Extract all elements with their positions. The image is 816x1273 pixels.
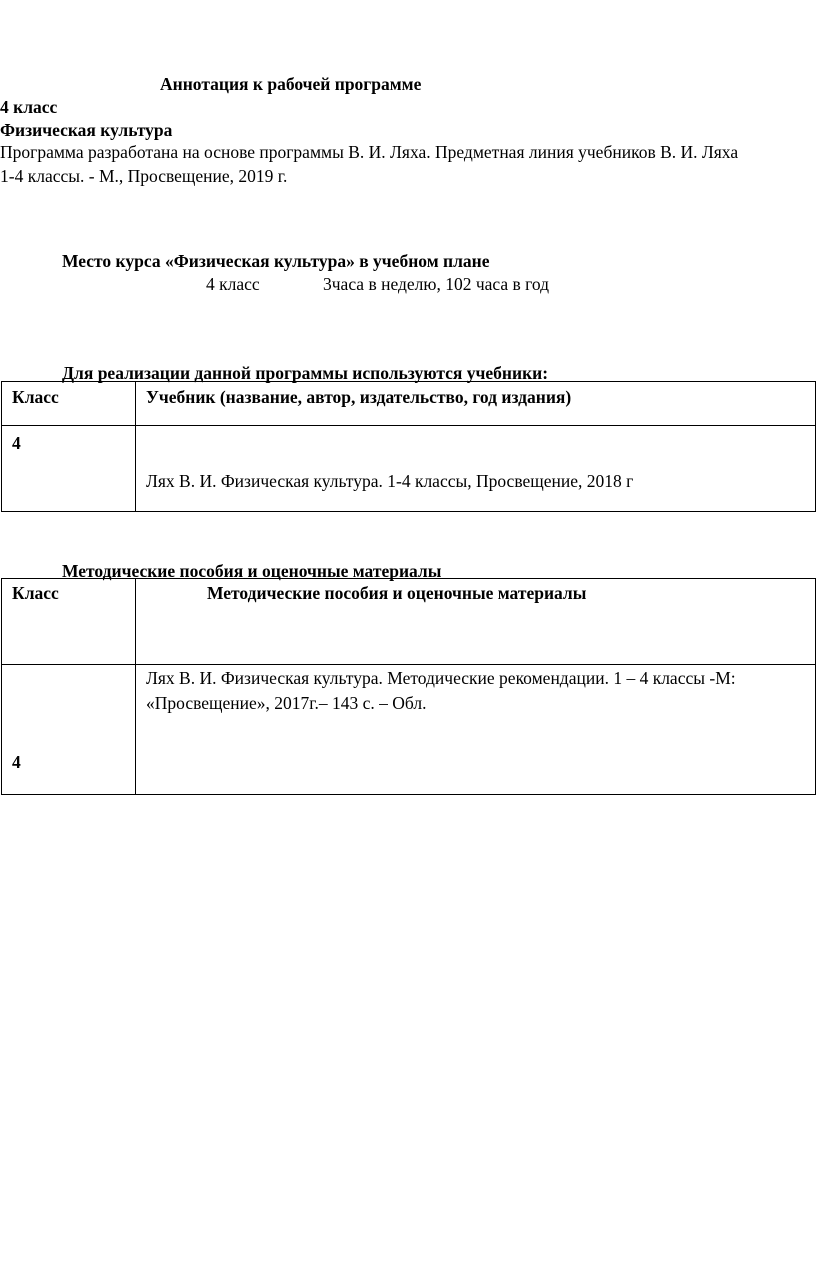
subject-label: Физическая культура bbox=[0, 120, 173, 140]
textbooks-row-book: Лях В. И. Физическая культура. 1-4 классы, Просвещение, 2018 г bbox=[146, 471, 634, 491]
textbooks-header-cell bbox=[2, 382, 136, 426]
materials-table bbox=[1, 578, 816, 795]
materials-header-row bbox=[2, 579, 816, 665]
textbooks-column-book: Учебник (название, автор, издательство, год издания) bbox=[146, 387, 572, 407]
course-place-grade: 4 класс bbox=[206, 274, 260, 294]
textbooks-book-cell bbox=[136, 426, 816, 512]
materials-column-materials: Методические пособия и оценочные материалы bbox=[207, 583, 587, 603]
document-title: Аннотация к рабочей программе bbox=[160, 74, 422, 94]
textbooks-grade-cell bbox=[2, 426, 136, 512]
materials-heading: Методические пособия и оценочные материалы bbox=[62, 561, 442, 581]
materials-header-cell bbox=[2, 579, 136, 665]
materials-grade-cell bbox=[2, 665, 136, 795]
textbooks-header-row bbox=[2, 382, 816, 426]
course-place-heading: Место курса «Физическая культура» в учебном плане bbox=[62, 251, 490, 271]
textbooks-heading: Для реализации данной программы используются учебники: bbox=[62, 363, 549, 383]
textbooks-row-grade: 4 bbox=[12, 433, 21, 453]
program-description-line-1: Программа разработана на основе программы В. И. Ляха. Предметная линия учебников В. И. Ляха bbox=[0, 142, 739, 162]
materials-row-line-1: Лях В. И. Физическая культура. Методические рекомендации. 1 – 4 классы -М: bbox=[146, 668, 736, 688]
course-place-hours: 3часа в неделю, 102 часа в год bbox=[323, 274, 550, 294]
program-description bbox=[0, 140, 816, 188]
program-description-line-2: 1-4 классы. - М., Просвещение, 2019 г. bbox=[0, 166, 288, 186]
table-row bbox=[2, 426, 816, 512]
materials-column-grade: Класс bbox=[12, 583, 59, 603]
materials-row-grade: 4 bbox=[12, 752, 21, 772]
textbooks-table bbox=[1, 381, 816, 512]
textbooks-header-cell bbox=[136, 382, 816, 426]
textbooks-column-grade: Класс bbox=[12, 387, 59, 407]
materials-header-cell bbox=[136, 579, 816, 665]
materials-row-line-2: «Просвещение», 2017г.– 143 с. – Обл. bbox=[146, 693, 427, 713]
table-row bbox=[2, 665, 816, 795]
grade-label: 4 класс bbox=[0, 97, 58, 117]
materials-text-cell bbox=[136, 665, 816, 795]
